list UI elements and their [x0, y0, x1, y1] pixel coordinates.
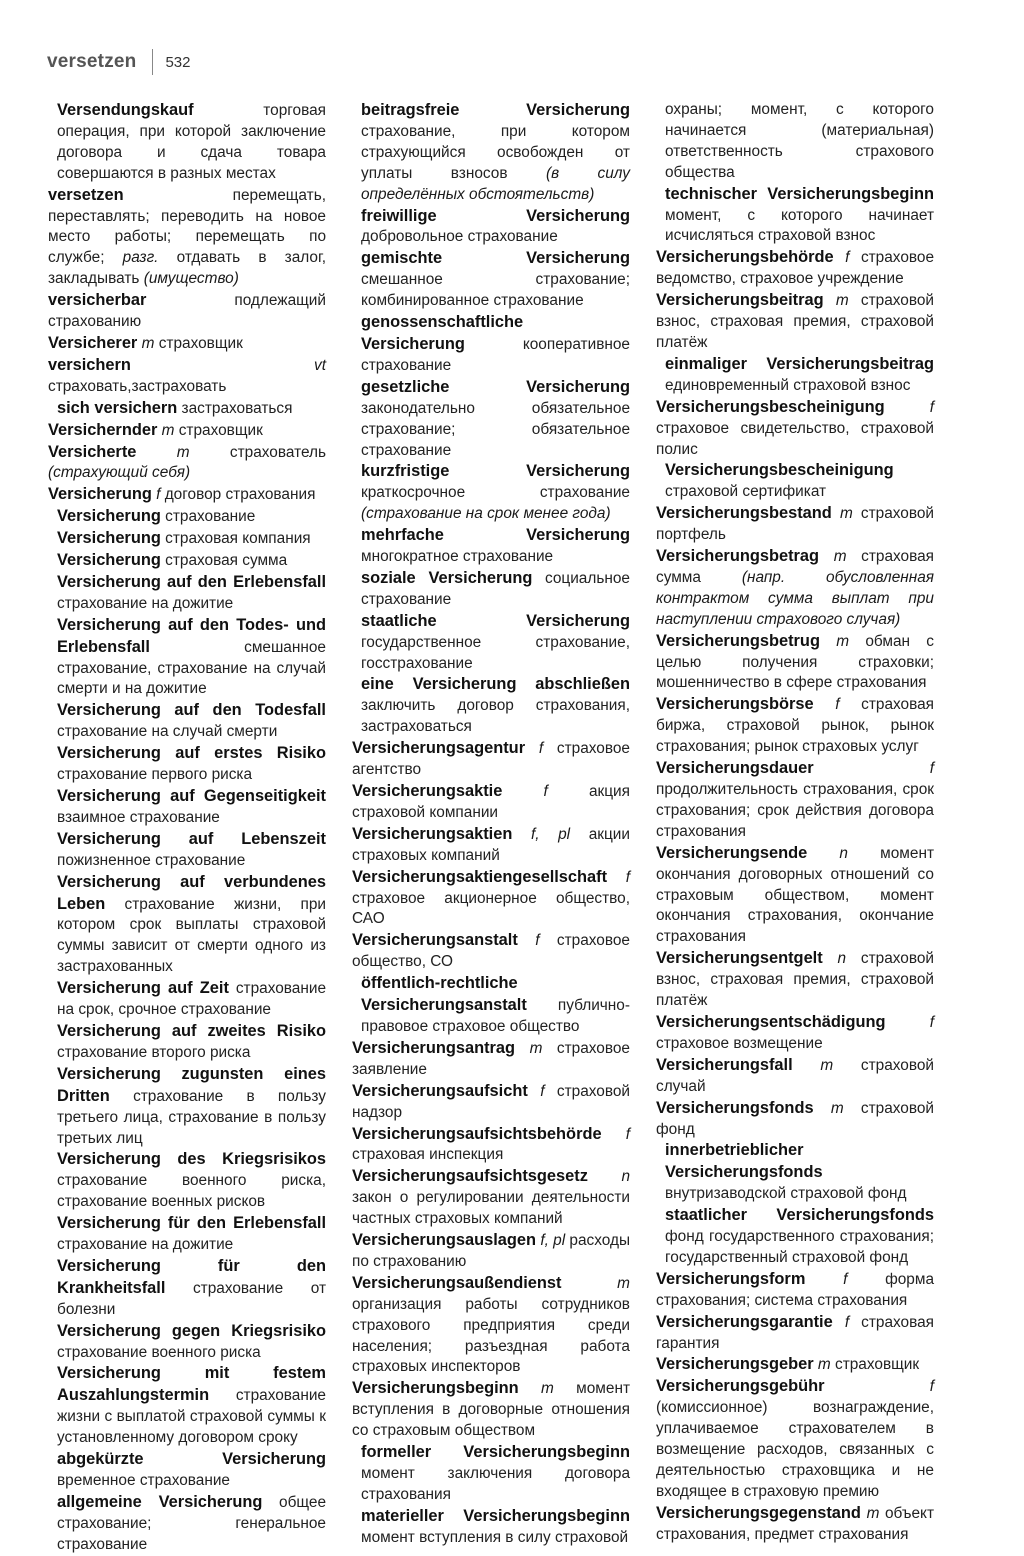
entry-headword: beitragsfreie Versicherung	[361, 101, 630, 119]
entry-translation: момент вступления в силу страховой	[361, 1528, 629, 1546]
entry-translation: страховая сумма	[165, 552, 288, 570]
column-3	[656, 100, 934, 1546]
entry-headword: einmaliger Versicherungsbeitrag	[665, 354, 934, 373]
dictionary-entry	[352, 100, 630, 206]
entry-translation: продолжительность страхования, срок страхования; срок действия договора страхования	[656, 781, 934, 840]
entry-translation: многократное страхование	[361, 548, 554, 566]
entry-translation: социальное страхование	[361, 569, 630, 608]
entry-headword: Versicherung auf den Todesfall	[57, 701, 326, 720]
entry-headword: Versicherungsagentur	[352, 739, 526, 758]
entry-headword: Versicherung	[57, 529, 161, 548]
dictionary-entry	[656, 1012, 934, 1055]
entry-note: (имущество)	[143, 270, 239, 288]
dictionary-entry	[656, 694, 934, 758]
entry-translation: страховой взнос, страховая премия, страховой платёж	[656, 950, 934, 1010]
entry-translation: страховое свидетельство, страховой полис	[656, 419, 934, 458]
entry-headword: Versicherung zugunsten eines Dritten	[57, 1064, 326, 1105]
dictionary-entry	[656, 948, 934, 1012]
column-1	[48, 100, 326, 1556]
entry-headword: Versicherungsfall	[656, 1055, 793, 1074]
entry-translation: страховое возмещение	[656, 1034, 823, 1052]
entry-translation: торговая операция, при которой заключение договора и сдача товара совершаются в разных местах	[57, 102, 326, 182]
entry-note: разг.	[122, 249, 159, 267]
entry-grammar: f	[535, 932, 540, 950]
dictionary-entry	[656, 290, 934, 354]
entry-headword: Versicherungsbetrag	[656, 547, 820, 566]
entry-headword: Versicherung des Kriegsrisikos	[57, 1150, 326, 1169]
entry-translation: страховой случай	[656, 1056, 934, 1095]
dictionary-entry	[48, 100, 326, 185]
entry-translation: страхование на случай смерти	[57, 723, 278, 741]
dictionary-entry	[48, 528, 326, 550]
entry-headword: Versicherungsaufsichtsgesetz	[352, 1167, 588, 1186]
dictionary-entry	[656, 1376, 934, 1502]
entry-translation: закон о регулировании деятельности частных страховых компаний	[352, 1189, 630, 1228]
dictionary-entry	[656, 1503, 934, 1546]
header-divider	[152, 49, 153, 75]
entry-headword: Versicherung auf verbundenes Leben	[57, 872, 326, 913]
entry-headword: Versicherungsbetrug	[656, 631, 820, 650]
entry-translation: обман с целью получения страховки; мошенничество в сфере страхования	[656, 632, 935, 692]
entry-headword: Versicherungsbescheinigung	[656, 397, 885, 416]
dictionary-entry	[48, 1213, 326, 1256]
entry-headword: Versicherte	[48, 442, 137, 461]
entry-headword: Versicherungsanstalt	[352, 931, 518, 950]
entry-grammar: f	[844, 1313, 850, 1331]
entry-headword: Versicherung auf den Erlebensfall	[57, 572, 326, 591]
entry-headword: Versicherungsaktien	[352, 824, 513, 843]
entry-translation: пожизненное страхование	[57, 851, 246, 869]
dictionary-entry	[352, 824, 630, 867]
entry-grammar: f	[929, 760, 934, 778]
dictionary-entry	[656, 1140, 934, 1205]
dictionary-entry	[352, 1506, 630, 1549]
entry-translation: взаимное страхование	[57, 808, 220, 826]
dictionary-entry	[48, 572, 326, 615]
entry-headword: allgemeine Versicherung	[57, 1492, 263, 1511]
entry-grammar: m	[617, 1274, 630, 1292]
entry-headword: genossenschaftliche Versicherung	[361, 313, 524, 353]
dictionary-entry	[352, 611, 630, 675]
entry-grammar: f	[156, 486, 161, 504]
dictionary-entry	[656, 503, 934, 546]
entry-headword: Versicherungsform	[656, 1269, 806, 1288]
dictionary-entry	[48, 506, 326, 528]
entry-headword: freiwillige Versicherung	[361, 206, 630, 225]
dictionary-entry	[656, 758, 934, 843]
dictionary-entry	[352, 206, 630, 249]
dictionary-entry	[48, 550, 326, 572]
entry-grammar: f	[543, 783, 548, 800]
entry-headword: versichern	[48, 355, 131, 374]
entry-headword: Versicherungsgegenstand	[656, 1503, 861, 1522]
entry-headword: Versicherungsaufsichtsbehörde	[352, 1124, 602, 1143]
entry-translation: смешанное страхование; комбинированное страхование	[361, 271, 630, 310]
entry-grammar: f	[540, 1082, 545, 1100]
dictionary-entry	[352, 1442, 630, 1506]
entry-grammar: f	[929, 1013, 934, 1031]
entry-grammar: f	[845, 249, 850, 267]
entry-translation: страхование жизни, при котором срок выплаты страховой суммы зависит от смерти одного из застрахованных	[57, 895, 326, 976]
entry-grammar: vt	[314, 356, 326, 374]
entry-headword: Versicherungsgeber	[656, 1355, 814, 1374]
entry-grammar: n	[621, 1168, 630, 1186]
dictionary-entry	[352, 1230, 630, 1273]
entry-headword: kurzfristige Versicherung	[361, 462, 630, 481]
entry-translation: акции страховых компаний	[352, 825, 631, 864]
dictionary-entry	[656, 1055, 934, 1098]
entry-translation: организация работы сотрудников страхового предприятия среди населения; разъездная работа страховых инспекторов	[352, 1295, 630, 1376]
dictionary-entry	[48, 786, 326, 829]
dictionary-entry	[352, 1081, 630, 1124]
entry-translation: подлежащий страхованию	[48, 292, 326, 331]
entry-headword: Versicherungsaußendienst	[352, 1273, 562, 1292]
entry-headword: innerbetrieblicher Versicherungsfonds	[665, 1141, 823, 1182]
entry-headword: Versicherungsbeginn	[352, 1379, 519, 1398]
entry-grammar: n	[839, 844, 848, 862]
entry-translation: временное страхование	[57, 1472, 230, 1489]
dictionary-entry	[48, 829, 326, 872]
entry-translation: страховое заявление	[352, 1039, 630, 1078]
dictionary-entry	[352, 738, 630, 781]
dictionary-entry	[352, 1124, 630, 1167]
entry-grammar: f	[929, 1378, 934, 1396]
entry-translation: (комиссионное) вознаграждение, уплачиваемое страхователем в возмещение расходов, связанных с деятельностью страховщика и не входящее в страховую премию	[656, 1399, 934, 1500]
dictionary-entry	[48, 1363, 326, 1449]
entry-headword: Versicherungsentschädigung	[656, 1012, 886, 1031]
entry-grammar: n	[837, 950, 847, 968]
entry-headword: Versicherungsantrag	[352, 1038, 516, 1057]
entry-note: (страхующий себя)	[48, 464, 191, 482]
dictionary-entry	[656, 100, 934, 184]
entry-translation: страховой взнос, страховая премия, страховой платёж	[656, 292, 934, 351]
entry-headword: eine Versicherung abschließen	[361, 675, 630, 694]
entry-translation: момент заключения договора страхования	[361, 1465, 630, 1503]
page-header	[47, 48, 191, 76]
dictionary-entry	[48, 743, 326, 786]
entry-headword: Versicherung auf Zeit	[57, 979, 229, 998]
dictionary-entry	[656, 354, 934, 397]
entry-headword: Versicherungsbestand	[656, 504, 832, 523]
entry-translation: страховая сумма	[656, 548, 935, 586]
dictionary-entry	[48, 398, 326, 420]
entry-translation: страховщик	[158, 334, 243, 352]
entry-headword: formeller Versicherungsbeginn	[361, 1443, 630, 1462]
entry-grammar: f	[625, 868, 630, 886]
entry-translation: кооперативное страхование	[361, 335, 630, 374]
entry-headword: Versicherung für den Erlebensfall	[57, 1214, 326, 1233]
dictionary-entry	[48, 978, 326, 1021]
entry-headword: Versicherung auf zweites Risiko	[57, 1021, 326, 1040]
entry-headword: Versicherungsbehörde	[656, 248, 834, 267]
entry-translation: страховое ведомство, страховое учреждение	[656, 249, 935, 288]
entry-headword: Versicherungsende	[656, 843, 808, 862]
entry-translation: единовременный страховой взнос	[665, 376, 911, 394]
entry-translation: страховщик	[178, 421, 263, 439]
entry-grammar: m	[839, 505, 853, 523]
entry-translation: внутризаводской страховой фонд	[665, 1185, 907, 1203]
dictionary-entry	[48, 1256, 326, 1321]
entry-headword: Versicherung auf erstes Risiko	[57, 744, 326, 763]
entry-translation: страхование второго риска	[57, 1043, 251, 1061]
entry-translation: добровольное страхование	[361, 228, 558, 246]
dictionary-entry	[352, 930, 630, 973]
entry-headword: Versicherungsgebühr	[656, 1377, 825, 1396]
entry-grammar: m	[529, 1039, 543, 1057]
entry-headword: Versicherung mit festem Auszahlungstermin	[57, 1364, 326, 1405]
dictionary-entry	[48, 290, 326, 333]
page-number: 532	[165, 53, 191, 71]
entry-translation: страховая инспекция	[352, 1146, 504, 1164]
entry-headword: Versicherer	[48, 333, 138, 352]
entry-headword: Versicherung gegen Kriegsrisiko	[57, 1321, 326, 1340]
dictionary-entry	[352, 568, 630, 611]
entry-grammar: m	[833, 548, 847, 566]
entry-headword: Versicherung	[48, 485, 152, 504]
entry-headword: gesetzliche Versicherung	[361, 377, 630, 396]
entry-translation: общее страхование; генеральное страхование	[57, 1493, 326, 1553]
entry-translation: страховая компания	[165, 530, 311, 548]
dictionary-entry	[352, 461, 630, 525]
entry-translation: страхователь	[229, 443, 326, 461]
dictionary-entry	[352, 1166, 630, 1230]
entry-translation: акция страховой компании	[352, 783, 630, 821]
dictionary-entry	[352, 973, 630, 1038]
entry-translation: страховая биржа, страховой рынок, рынок страхования; рынок страховых услуг	[656, 696, 935, 756]
dictionary-entry	[48, 1149, 326, 1213]
entry-translation: объект страхования, предмет страхования	[656, 1504, 934, 1543]
dictionary-entry	[656, 1269, 934, 1312]
entry-grammar: f	[835, 696, 840, 714]
dictionary-entry	[48, 420, 326, 442]
dictionary-entry	[48, 615, 326, 701]
entry-translation: форма страхования; система страхования	[656, 1270, 935, 1309]
entry-grammar: f	[538, 740, 544, 758]
entry-translation: фонд государственного страхования; государственный страховой фонд	[665, 1228, 934, 1266]
entry-translation: заключить договор страхования, застраховаться	[361, 697, 630, 736]
entry-grammar: m	[866, 1504, 880, 1522]
entry-grammar: f, pl	[530, 825, 571, 843]
dictionary-entry	[48, 1449, 326, 1492]
entry-translation: смешанное страхование, страхование на случай смерти и на дожитие	[57, 638, 326, 698]
entry-headword: gemischte Versicherung	[361, 249, 630, 268]
entry-grammar: f, pl	[540, 1232, 566, 1250]
entry-translation: страхование в пользу третьего лица, страхование в пользу третьих лиц	[57, 1087, 326, 1147]
dictionary-entry	[656, 397, 934, 461]
entry-headword: mehrfache Versicherung	[361, 526, 630, 545]
entry-headword: Versicherungsbörse	[656, 695, 814, 714]
entry-grammar: f	[843, 1270, 848, 1288]
entry-headword: Versicherungsgarantie	[656, 1312, 833, 1331]
dictionary-entry	[352, 674, 630, 738]
entry-headword: Versicherungsauslagen	[352, 1231, 537, 1250]
entry-headword: technischer Versicherungsbeginn	[665, 184, 934, 203]
dictionary-entry	[48, 700, 326, 743]
entry-headword: versetzen	[48, 185, 124, 204]
entry-grammar: m	[161, 421, 175, 439]
entry-grammar: m	[817, 1356, 831, 1374]
entry-translation: страхование первого риска	[57, 766, 253, 784]
dictionary-entry	[48, 1064, 326, 1150]
entry-headword: öffentlich-rechtliche Versicherungsanstalt	[361, 974, 527, 1015]
entry-headword: Versicherungsbeitrag	[656, 291, 824, 310]
entry-translation: страхование	[165, 508, 256, 526]
entry-headword: Versicherungsaufsicht	[352, 1081, 528, 1100]
entry-translation: страховой фонд	[656, 1099, 935, 1138]
entry-headword: Versicherungsbescheinigung	[665, 461, 894, 480]
entry-translation: страхование, при котором страхующийся освобожден от уплаты взносов	[361, 122, 630, 182]
entry-headword: Versicherung	[57, 551, 161, 570]
dictionary-entry	[48, 484, 326, 506]
entry-translation: страховое агентство	[352, 740, 630, 779]
entry-grammar: m	[541, 1380, 554, 1398]
dictionary-entry	[656, 1205, 934, 1269]
entry-translation: страхование от болезни	[57, 1279, 326, 1318]
entry-translation: охраны; момент, с которого начинается (материальная) ответственность страхового общества	[665, 101, 934, 181]
dictionary-entry	[656, 247, 934, 290]
entry-translation: страховой сертификат	[665, 483, 827, 501]
entry-note: (напр. обусловленная контрактом сумма выплат при наступлении страхового случая)	[656, 568, 934, 628]
dictionary-entry	[656, 1354, 934, 1376]
dictionary-entry	[352, 377, 630, 462]
dictionary-entry	[48, 355, 326, 398]
dictionary-entry	[352, 248, 630, 312]
dictionary-entry	[656, 184, 934, 248]
dictionary-entry	[656, 631, 934, 695]
dictionary-entry	[656, 1098, 934, 1141]
running-headword: versetzen	[47, 51, 137, 72]
entry-headword: Versicherungsfonds	[656, 1098, 814, 1117]
entry-translation: страховое акционерное общество, САО	[352, 889, 630, 928]
entry-grammar: m	[820, 1056, 834, 1074]
dictionary-entry	[48, 333, 326, 355]
dictionary-entry	[48, 185, 326, 291]
entry-headword: soziale Versicherung	[361, 568, 533, 587]
entry-translation: застраховаться	[181, 399, 293, 417]
entry-translation: страхование военного риска	[57, 1343, 261, 1361]
entry-note: (в силу определённых обстоятельств)	[361, 164, 630, 203]
entry-headword: Versicherung für den Krankheitsfall	[57, 1256, 326, 1297]
entry-headword: versicherbar	[48, 291, 147, 310]
entry-headword: Versendungskauf	[57, 101, 194, 119]
entry-grammar: m	[830, 1099, 844, 1117]
dictionary-entry	[656, 546, 934, 631]
entry-translation: перемещать, переставлять; переводить на новое место работы; перемещать по службе;	[48, 186, 326, 267]
dictionary-entry	[352, 312, 630, 377]
entry-grammar: f	[929, 398, 934, 416]
entry-grammar: m	[836, 632, 850, 650]
dictionary-entry	[48, 872, 326, 979]
dictionary-entry	[352, 1038, 630, 1081]
entry-translation: страховая гарантия	[656, 1313, 935, 1352]
entry-headword: Versicherungsaktie	[352, 782, 503, 800]
entry-headword: Versicherungsaktiengesellschaft	[352, 867, 608, 886]
entry-grammar: m	[176, 443, 190, 461]
entry-note: (страхование на срок менее года)	[361, 505, 611, 523]
entry-grammar: m	[141, 334, 155, 352]
dictionary-entry	[656, 843, 934, 949]
entry-translation: страхование на дожитие	[57, 594, 234, 612]
entry-headword: staatliche Versicherung	[361, 611, 630, 630]
entry-translation: отдавать в залог, закладывать	[48, 249, 326, 288]
entry-headword: Versicherung auf Lebenszeit	[57, 829, 326, 848]
dictionary-entry	[352, 1378, 630, 1442]
entry-headword: staatlicher Versicherungsfonds	[665, 1206, 934, 1225]
entry-translation: страховать,застраховать	[48, 377, 227, 395]
entry-translation: страхование на дожитие	[57, 1236, 234, 1254]
entry-translation: страховой надзор	[352, 1082, 631, 1121]
dictionary-entry	[352, 525, 630, 568]
entry-translation: страхование жизни с выплатой страховой суммы к установленному договором сроку	[57, 1387, 326, 1447]
entry-translation: момент вступления в договорные отношения со страховым обществом	[352, 1380, 631, 1440]
entry-translation: публично-правовое страховое общество	[361, 997, 630, 1035]
entry-translation: момент окончания договорных отношений со страховым обществом, момент окончания страхования, окончание страхования	[656, 844, 935, 946]
entry-headword: Versicherung auf Gegenseitigkeit	[57, 787, 326, 805]
dictionary-entry	[656, 460, 934, 503]
dictionary-entry	[48, 442, 326, 485]
entry-translation: государственное страхование, госстрахование	[361, 633, 630, 672]
entry-translation: страхование на срок, срочное страхование	[57, 980, 327, 1019]
entry-headword: Versichernder	[48, 420, 158, 439]
entry-translation: договор страхования	[164, 486, 316, 504]
entry-translation: страхование военного риска, страхование военных рисков	[57, 1172, 326, 1211]
dictionary-entry	[352, 1273, 630, 1379]
dictionary-entry	[352, 867, 630, 931]
entry-grammar: m	[835, 292, 849, 310]
entry-translation: момент, с которого начинает исчисляться страховой взнос	[665, 206, 934, 245]
column-2	[352, 100, 630, 1549]
entry-headword: Versicherung	[57, 507, 161, 526]
dictionary-entry	[48, 1021, 326, 1064]
entry-headword: sich versichern	[57, 398, 178, 417]
entry-headword: abgekürzte Versicherung	[57, 1450, 326, 1469]
entry-grammar: f	[625, 1125, 630, 1143]
dictionary-entry	[656, 1312, 934, 1355]
entry-translation: расходы по страхованию	[352, 1232, 631, 1270]
dictionary-entry	[352, 781, 630, 824]
dictionary-entry	[48, 1492, 326, 1556]
entry-headword: Versicherungsdauer	[656, 759, 814, 778]
entry-translation: краткосрочное страхование	[361, 484, 630, 502]
entry-translation: законодательно обязательное страхование; обязательное страхование	[361, 399, 630, 459]
entry-headword: Versicherungsentgelt	[656, 949, 823, 968]
entry-translation: страховое общество, СО	[352, 932, 630, 971]
entry-translation: страховщик	[835, 1356, 920, 1374]
dictionary-entry	[48, 1321, 326, 1364]
entry-headword: materieller Versicherungsbeginn	[361, 1506, 630, 1525]
entry-headword: Versicherung auf den Todes- und Erlebensfall	[57, 615, 326, 656]
entry-translation: страховой портфель	[656, 505, 934, 544]
